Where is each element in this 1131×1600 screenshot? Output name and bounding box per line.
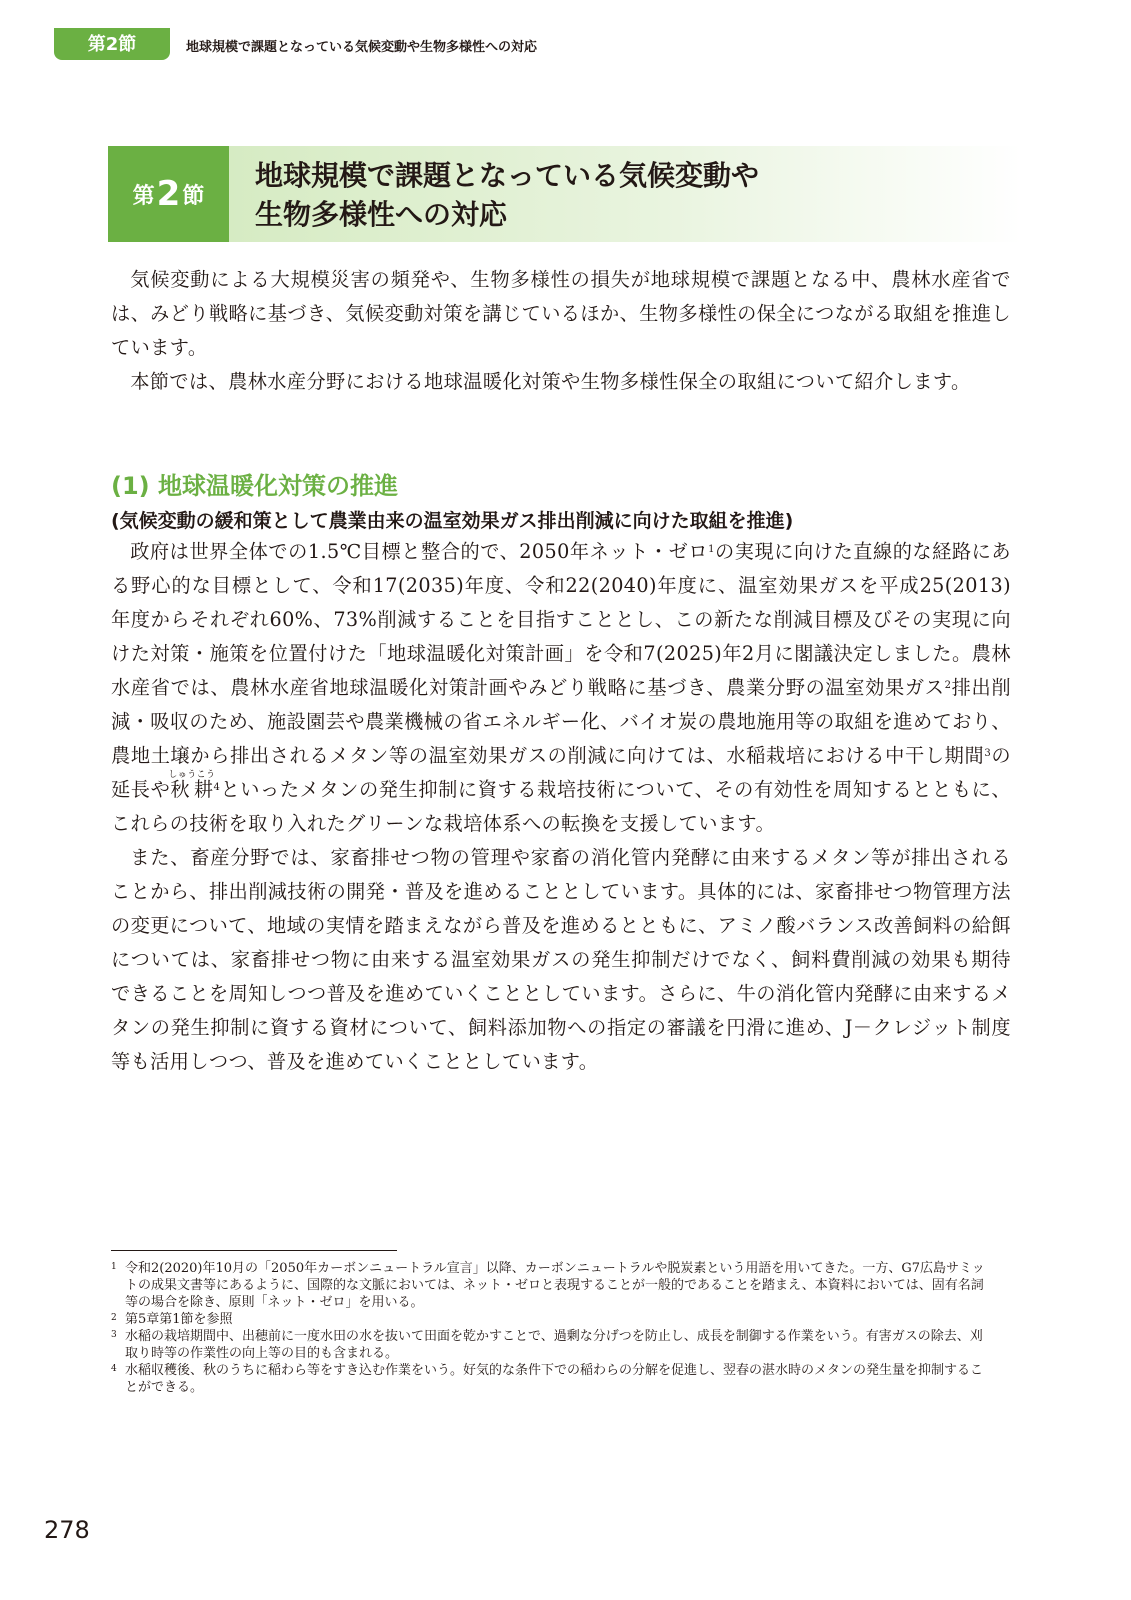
section-label-prefix: 第 bbox=[132, 183, 155, 209]
section-label-number: 2 bbox=[156, 174, 181, 214]
footnote-ref-2: 2 bbox=[944, 680, 952, 691]
section-title-line1: 地球規模で課題となっている気候変動や bbox=[255, 159, 760, 192]
body-p1-a: 政府は世界全体での1.5℃目標と整合的で、2050年ネット・ゼロ bbox=[130, 540, 709, 563]
footnote-number: 2 bbox=[111, 1313, 117, 1323]
footnote-text: 第5章第1節を参照 bbox=[125, 1312, 233, 1327]
ruby-base: 秋耕 bbox=[168, 778, 216, 801]
intro-text bbox=[111, 263, 1011, 399]
body-p1-b: の実現に向けた直線的な経路にある野心的な目標として、令和17(2035)年度、令和22(2040)年度に、温室効果ガスを平成25(2013)年度からそれぞれ60%、73%削減することを目指すこととし、この新たな削減目標及びその実現に向けた対策・施策を位置付けた「地球温暖化対策計画」を令和7(2025)年2月に閣議決定しました。農林水産省では、農林水産省地球温暖化対策計画やみどり戦略に基づき、農業分野の温室効果ガス bbox=[111, 540, 1011, 699]
body-paragraph-1 bbox=[111, 535, 1011, 841]
body-paragraph-2: また、畜産分野では、家畜排せつ物の管理や家畜の消化管内発酵に由来するメタン等が排出されることから、排出削減技術の開発・普及を進めることとしています。具体的には、家畜排せつ物管理方法の変更について、地域の実情を踏まえながら普及を進めるとともに、アミノ酸バランス改善飼料の給餌については、家畜排せつ物に由来する温室効果ガスの発生抑制だけでなく、飼料費削減の効果も期待できることを周知しつつ普及を進めていくこととしています。さらに、牛の消化管内発酵に由来するメタンの発生抑制に資する資材について、飼料添加物への指定の審議を円滑に進め、J－クレジット制度等も活用しつつ、普及を進めていくこととしています。 bbox=[111, 846, 1011, 1073]
main-text bbox=[111, 535, 1011, 1079]
page-number: 278 bbox=[44, 1516, 90, 1544]
subsection-subheading: (気候変動の緩和策として農業由来の温室効果ガス排出削減に向けた取組を推進) bbox=[111, 510, 794, 532]
section-label bbox=[108, 146, 229, 242]
running-header-tab: 第2節 bbox=[54, 28, 170, 60]
intro-paragraph-2: 本節では、農林水産分野における地球温暖化対策や生物多様性保全の取組について紹介します。 bbox=[130, 370, 971, 393]
section-title bbox=[229, 146, 1022, 242]
ruby-term bbox=[168, 770, 216, 801]
footnotes bbox=[111, 1260, 991, 1396]
footnote-number: 4 bbox=[111, 1364, 117, 1374]
footnote-ref-1: 1 bbox=[708, 544, 715, 555]
footnote-text: 水稲収穫後、秋のうちに稲わら等をすき込む作業をいう。好気的な条件下での稲わらの分解を促進し、翌春の湛水時のメタンの発生量を抑制することができる。 bbox=[125, 1363, 984, 1395]
footnote-item bbox=[111, 1328, 991, 1362]
footnote-item bbox=[111, 1362, 991, 1396]
intro-paragraph-1: 気候変動による大規模災害の頻発や、生物多様性の損失が地球規模で課題となる中、農林水産省では、みどり戦略に基づき、気候変動対策を講じているほか、生物多様性の保全につながる取組を推進しています。 bbox=[111, 268, 1011, 359]
footnote-text: 水稲の栽培期間中、出穂前に一度水田の水を抜いて田面を乾かすことで、過剰な分げつを防止し、成長を制御する作業をいう。有害ガスの除去、刈取り時等の作業性の向上等の目的も含まれる。 bbox=[125, 1329, 983, 1361]
footnote-number: 3 bbox=[111, 1330, 117, 1340]
section-title-line2: 生物多様性への対応 bbox=[255, 198, 508, 231]
section-title-banner bbox=[108, 146, 1022, 242]
footnote-text: 令和2(2020)年10月の「2050年カーボンニュートラル宣言」以降、カーボンニュートラルや脱炭素という用語を用いてきた。一方、G7広島サミットの成果文書等にあるように、国際的な文脈においては、ネット・ゼロと表現することが一般的であることを踏まえ、本資料においては、固有名詞等の場合を除き、原則「ネット・ゼロ」を用いる。 bbox=[125, 1261, 985, 1310]
footnote-item bbox=[111, 1311, 991, 1328]
ruby-reading: しゅうこう bbox=[168, 770, 216, 780]
footnote-number: 1 bbox=[111, 1262, 117, 1272]
running-header-title: 地球規模で課題となっている気候変動や生物多様性への対応 bbox=[186, 40, 538, 55]
subsection-heading: (1) 地球温暖化対策の推進 bbox=[111, 472, 398, 500]
footnote-ref-3: 3 bbox=[984, 748, 992, 759]
footnote-divider bbox=[111, 1250, 397, 1251]
footnote-ref-4: 4 bbox=[213, 782, 221, 793]
body-p1-d: の延長や bbox=[111, 744, 1011, 801]
footnote-item bbox=[111, 1260, 991, 1311]
body-p1-e: といったメタンの発生抑制に資する栽培技術について、その有効性を周知するとともに、これらの技術を取り入れたグリーンな栽培体系への転換を支援しています。 bbox=[111, 778, 1012, 835]
body-p1-c: 排出削減・吸収のため、施設園芸や農業機械の省エネルギー化、バイオ炭の農地施用等の取組を進めており、農地土壌から排出されるメタン等の温室効果ガスの削減に向けては、水稲栽培における中干し期間 bbox=[111, 676, 1012, 767]
section-label-suffix: 節 bbox=[182, 183, 205, 209]
